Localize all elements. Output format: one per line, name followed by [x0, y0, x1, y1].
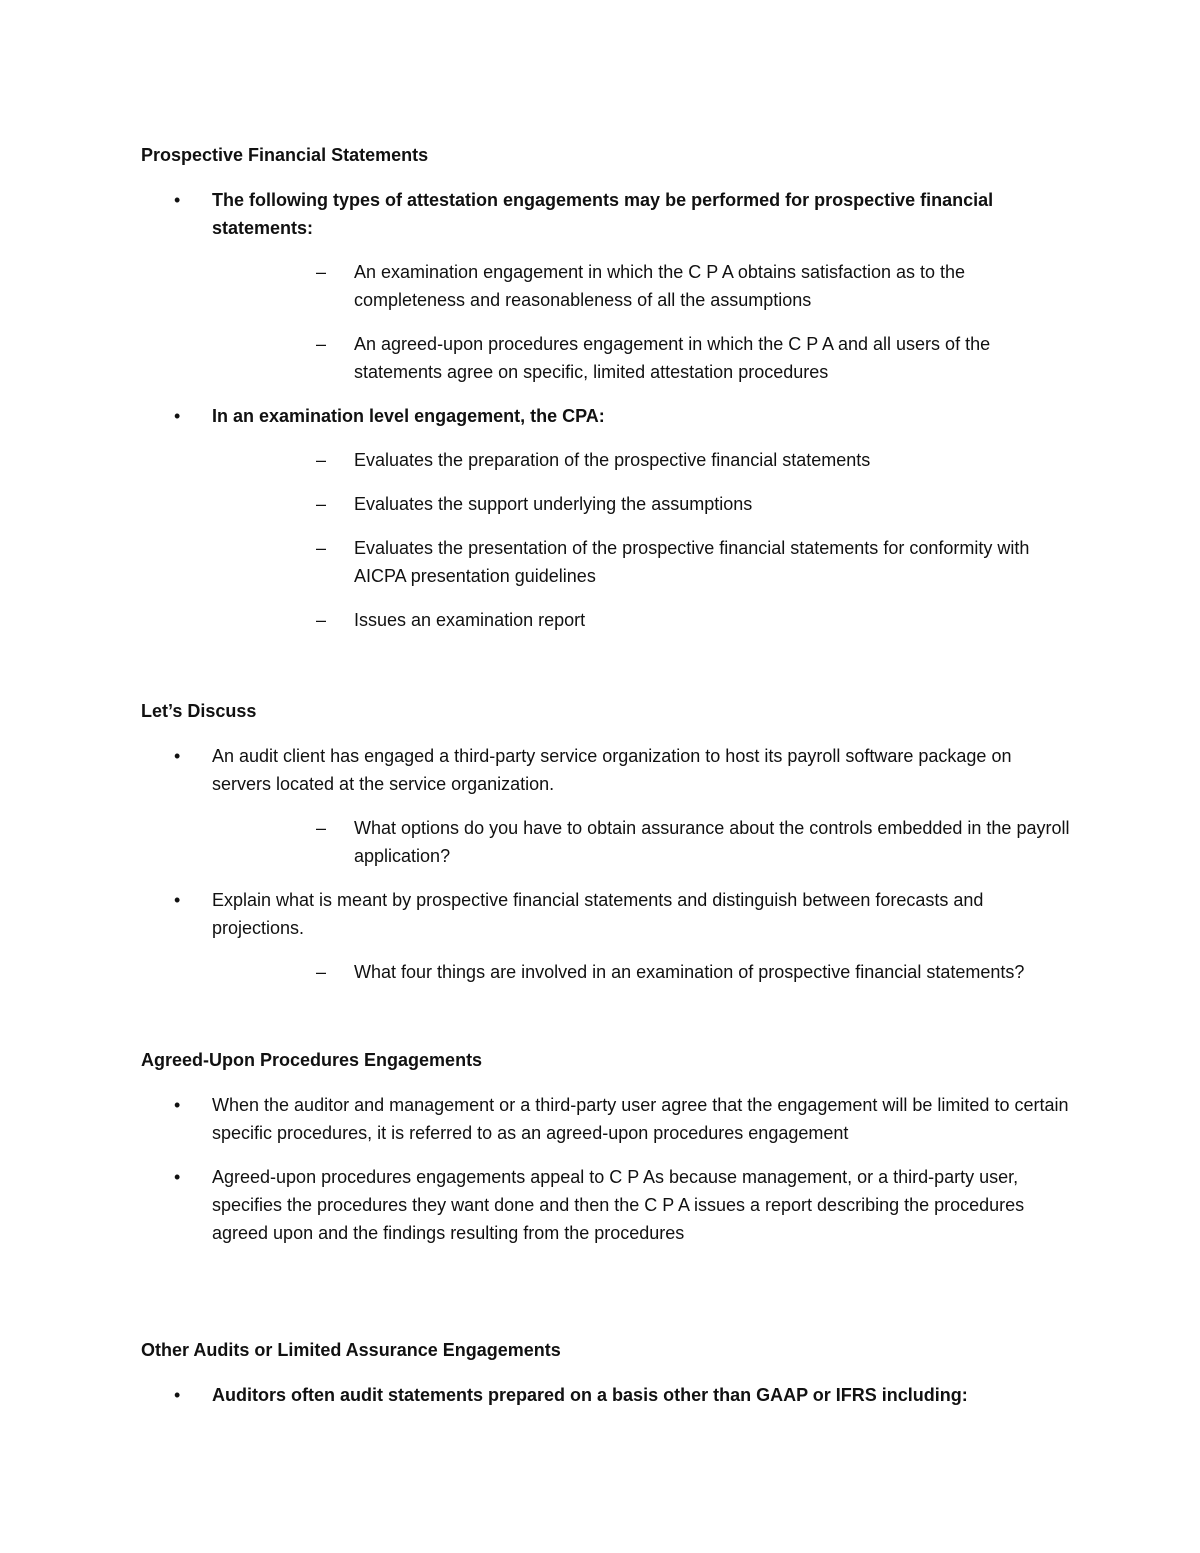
bullet-icon: • [174, 1167, 181, 1187]
list-item [141, 1091, 1071, 1147]
section-agreed-upon-procedures [141, 1046, 1071, 1247]
dash-icon: – [316, 818, 327, 838]
list-item-text: In an examination level engagement, the CPA: [212, 406, 605, 426]
section-heading: Other Audits or Limited Assurance Engagements [141, 1340, 561, 1360]
section-other-audits [141, 1336, 1071, 1409]
bullet-list [141, 186, 1071, 634]
list-item-text: An audit client has engaged a third-party service organization to host its payroll software package on servers located at the service organization. [212, 746, 1012, 794]
dash-icon: – [316, 334, 327, 354]
dash-icon: – [316, 610, 327, 630]
dash-icon: – [316, 262, 327, 282]
list-item-text: When the auditor and management or a third-party user agree that the engagement will be limited to certain specific procedures, it is referred to as an agreed-upon procedures engagement [212, 1095, 1069, 1143]
sub-list-item-text: What options do you have to obtain assurance about the controls embedded in the payroll application? [354, 818, 1070, 866]
sub-list-item [212, 258, 1071, 314]
bullet-icon: • [174, 1095, 181, 1115]
bullet-icon: • [174, 746, 181, 766]
sub-list [212, 258, 1071, 386]
section-prospective-financial-statements [141, 141, 1071, 634]
dash-icon: – [316, 494, 327, 514]
sub-list-item-text: An examination engagement in which the C P A obtains satisfaction as to the completeness and reasonableness of all the assumptions [354, 262, 966, 310]
list-item [141, 886, 1071, 986]
section-heading: Agreed-Upon Procedures Engagements [141, 1050, 483, 1070]
sub-list-item-text: Evaluates the support underlying the assumptions [354, 494, 753, 514]
sub-list-item-text: What four things are involved in an examination of prospective financial statements? [354, 962, 1025, 982]
list-item [141, 742, 1071, 870]
sub-list-item-text: Evaluates the preparation of the prospective financial statements [354, 450, 871, 470]
dash-icon: – [316, 962, 327, 982]
sub-list-item-text: Issues an examination report [354, 610, 586, 630]
section-heading: Let’s Discuss [141, 701, 257, 721]
sub-list-item [212, 534, 1071, 590]
bullet-icon: • [174, 190, 181, 210]
bullet-icon: • [174, 890, 181, 910]
sub-list-item [212, 814, 1071, 870]
sub-list-item-text: Evaluates the presentation of the prospective financial statements for conformity with AICPA presentation guidelines [354, 538, 1030, 586]
sub-list-item [212, 330, 1071, 386]
bullet-list [141, 1381, 1071, 1409]
section-heading: Prospective Financial Statements [141, 145, 429, 165]
list-item-text: Auditors often audit statements prepared on a basis other than GAAP or IFRS including: [212, 1385, 968, 1405]
list-item-text: The following types of attestation engagements may be performed for prospective financial statements: [212, 190, 994, 238]
bullet-list [141, 742, 1071, 986]
section-lets-discuss [141, 697, 1071, 986]
dash-icon: – [316, 450, 327, 470]
sub-list-item-text: An agreed-upon procedures engagement in which the C P A and all users of the statements agree on specific, limited attestation procedures [354, 334, 991, 382]
list-item [141, 1163, 1071, 1247]
sub-list-item [212, 446, 1071, 474]
sub-list-item [212, 958, 1071, 986]
list-item [141, 186, 1071, 386]
list-item-text: Agreed-upon procedures engagements appeal to C P As because management, or a third-party user, specifies the procedures they want done and then the C P A issues a report describing the procedures agreed upon and the findings resulting from the procedures [212, 1167, 1025, 1243]
bullet-icon: • [174, 406, 181, 426]
dash-icon: – [316, 538, 327, 558]
list-item [141, 1381, 1071, 1409]
list-item [141, 402, 1071, 634]
list-item-text: Explain what is meant by prospective financial statements and distinguish between forecasts and projections. [212, 890, 984, 938]
sub-list [212, 446, 1071, 634]
bullet-icon: • [174, 1385, 181, 1405]
bullet-list [141, 1091, 1071, 1247]
sub-list-item [212, 490, 1071, 518]
sub-list-item [212, 606, 1071, 634]
sub-list [212, 814, 1071, 870]
sub-list [212, 958, 1071, 986]
